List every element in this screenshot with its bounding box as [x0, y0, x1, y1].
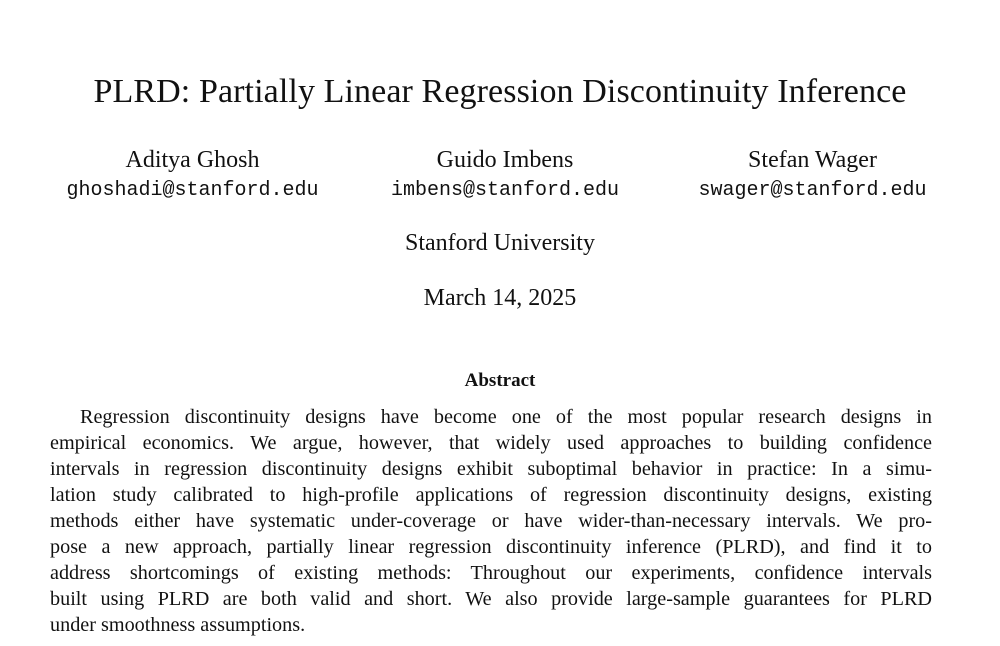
author-email: ghoshadi@stanford.edu — [66, 179, 319, 202]
abstract-line: Regression discontinuity designs have become one of the most popular research designs in — [80, 406, 932, 428]
author-name: Stefan Wager — [748, 147, 877, 173]
abstract-line: built using PLRD are both valid and short. We also provide large-sample guarantees for PLRD — [50, 588, 932, 610]
publication-date: March 14, 2025 — [423, 285, 577, 311]
author-3 — [675, 145, 950, 205]
abstract-line: under smoothness assumptions. — [50, 614, 306, 636]
author-2 — [360, 145, 650, 205]
author-1 — [50, 145, 335, 205]
abstract-line: address shortcomings of existing methods: Throughout our experiments, confidence intervals — [50, 562, 932, 584]
abstract-heading: Abstract — [464, 370, 536, 391]
affiliation: Stanford University — [405, 230, 595, 256]
author-name: Guido Imbens — [436, 147, 574, 173]
author-email: swager@stanford.edu — [698, 179, 927, 202]
author-block — [0, 145, 1000, 209]
abstract-line: empirical economics. We argue, however, that widely used approaches to building confidence — [50, 432, 932, 454]
author-name: Aditya Ghosh — [125, 147, 260, 173]
abstract-line: intervals in regression discontinuity designs exhibit suboptimal behavior in practice: In a simu- — [50, 458, 932, 480]
abstract-line: pose a new approach, partially linear regression discontinuity inference (PLRD), and find it to — [50, 536, 932, 558]
paper-title: PLRD: Partially Linear Regression Discontinuity Inference — [93, 73, 907, 110]
abstract-line: methods either have systematic under-coverage or have wider-than-necessary intervals. We pro- — [50, 510, 932, 532]
author-email: imbens@stanford.edu — [390, 179, 620, 202]
abstract-body — [50, 404, 932, 638]
abstract-line: lation study calibrated to high-profile applications of regression discontinuity designs, existing — [50, 484, 932, 506]
